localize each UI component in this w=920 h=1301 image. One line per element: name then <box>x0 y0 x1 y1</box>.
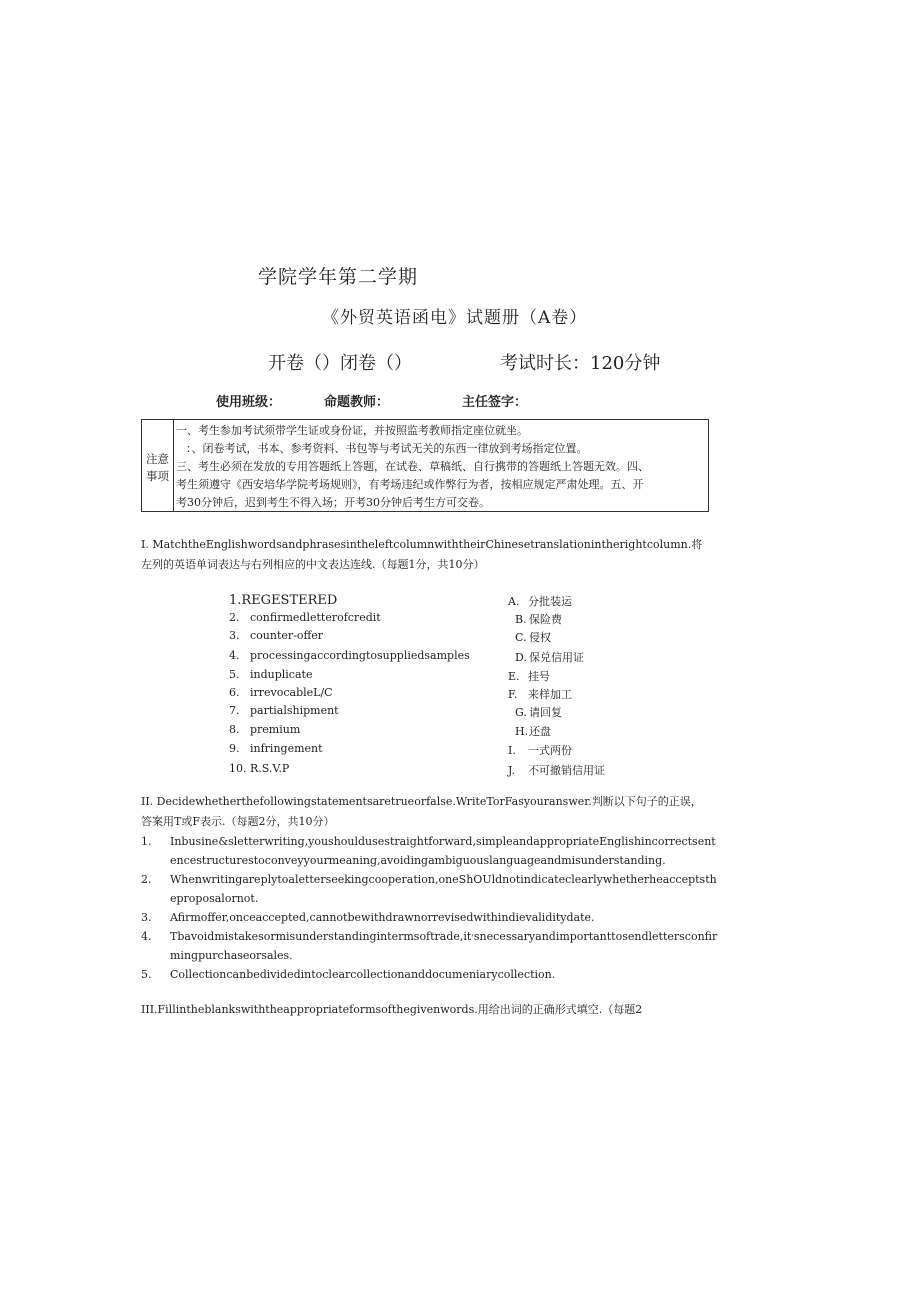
true-false-list <box>141 832 721 984</box>
match-right-letter: I. <box>508 744 516 757</box>
exam-type: 开卷（）闭卷（） <box>268 353 412 374</box>
match-right-text: 挂号 <box>528 670 550 683</box>
match-left-text: processingaccordingtosuppliedsamples <box>250 649 470 662</box>
match-left-item <box>229 629 323 642</box>
match-right-text: 侵权 <box>529 631 551 644</box>
match-left-text: confirmedletterofcredit <box>250 611 381 624</box>
match-left-item <box>229 742 323 755</box>
match-left-text: partialshipment <box>250 704 339 717</box>
director-signature-label: 主任签字： <box>462 395 528 410</box>
item-text: Whenwritingareplytoaletterseekingcooperation,oneShOUldnotindicateclearlywhetherheacceptstheproposalornot. <box>170 873 717 905</box>
notice-line: 考生须遵守《西安培华学院考场规则》，有考场违纪或作弊行为者，按相应规定严肃处理。五、开 <box>176 478 644 491</box>
match-right-item <box>508 762 605 778</box>
notice-body <box>174 420 708 511</box>
item-text: Collectioncanbedividedintoclearcollectionanddocumeniarycollection. <box>170 968 556 981</box>
item-number: 4. <box>141 930 152 943</box>
notice-label <box>142 420 174 511</box>
match-right-letter: F. <box>508 688 518 701</box>
match-left-item <box>229 611 381 624</box>
section2-heading: II. Decidewhetherthefollowingstatementsaretrueorfalse.WriteTorFasyouranswer.判断以下句子的正误，答案用T或F表示.（每题2分，共10分） <box>141 795 702 828</box>
match-right-letter: H. <box>515 725 529 738</box>
match-right-text: 还盘 <box>529 725 551 738</box>
match-right-item <box>508 686 572 702</box>
match-right-letter: E. <box>508 670 520 683</box>
match-left-num: 6. <box>229 686 240 699</box>
item-number: 1. <box>141 835 152 848</box>
match-right-item <box>508 593 572 609</box>
match-left-num: 5. <box>229 668 240 681</box>
notice-line: 考30分钟后，迟到考生不得入场；开考30分钟后考生方可交卷。 <box>176 496 490 509</box>
match-right-text: 不可撤销信用证 <box>528 764 605 777</box>
exam-paper-title: 《外贸英语函电》试题册（A卷） <box>322 308 588 328</box>
section3-heading: III.Fillintheblankswiththeappropriateformsofthegivenwords.用给出词的正确形式填空.（每题2 <box>141 1003 643 1016</box>
match-right-item <box>515 723 551 739</box>
notice-label-line1: 注意 <box>146 451 169 466</box>
match-left-text: REGESTERED <box>241 593 338 608</box>
match-left-num: 8. <box>229 723 240 736</box>
match-right-text: 保兑信用证 <box>529 651 584 664</box>
match-right-letter: D. <box>515 651 527 664</box>
match-right-item <box>508 742 572 758</box>
match-left-num: 1. <box>229 593 242 608</box>
exam-duration: 考试时长：120分钟 <box>500 353 661 374</box>
match-left-text: irrevocableL/C <box>250 686 333 699</box>
list-item <box>141 870 721 908</box>
notice-line: 一、考生参加考试须带学生证或身份证，并按照监考教师指定座位就坐。 <box>176 424 528 437</box>
match-right-item <box>515 649 584 665</box>
match-right-item <box>515 611 562 627</box>
item-number: 3. <box>141 911 152 924</box>
match-left-item <box>229 649 470 662</box>
item-number: 5. <box>141 968 152 981</box>
match-left-item <box>229 704 339 717</box>
match-right-letter: J. <box>508 764 516 777</box>
match-right-text: 保险费 <box>529 613 562 626</box>
match-right-text: 来样加工 <box>528 688 572 701</box>
match-right-text: 请回复 <box>529 706 562 719</box>
match-left-item <box>229 723 300 736</box>
match-left-text: infringement <box>250 742 323 755</box>
item-number: 2. <box>141 873 152 886</box>
match-left-num: 2. <box>229 611 240 624</box>
list-item <box>141 965 721 984</box>
list-item <box>141 927 721 965</box>
match-left-item <box>229 593 337 608</box>
match-left-text: R.S.V.P <box>250 762 290 775</box>
list-item <box>141 908 721 927</box>
match-right-item <box>515 704 562 720</box>
match-left-num: 9. <box>229 742 240 755</box>
match-left-num: 3. <box>229 629 240 642</box>
match-right-letter: C. <box>515 631 527 644</box>
match-left-text: induplicate <box>250 668 313 681</box>
notice-line: 三、考生必须在发放的专用答题纸上答题，在试卷、草稿纸、自行携带的答题纸上答题无效。四、 <box>176 460 649 473</box>
school-term-title: 学院学年第二学期 <box>258 266 419 288</box>
item-text: Inbusine&sletterwriting,youshouldusestraightforward,simpleandappropriateEnglishincorrectsentencestructurestoconveyyourmeaning,avoidingambiguouslanguageandmisunderstanding. <box>170 835 716 867</box>
item-text: Afirmoffer,onceaccepted,cannotbewithdrawnorrevisedwithindievaliditydate. <box>170 911 595 924</box>
match-right-item <box>508 668 550 684</box>
notice-table <box>141 419 709 512</box>
teacher-label: 命题教师： <box>324 395 390 410</box>
match-left-text: counter-offer <box>250 629 324 642</box>
item-text: Tbavoidmistakesormisunderstandingintermsoftrade,it׳snecessaryandimportanttosendlettersconfirmingpurchaseorsales. <box>170 930 718 962</box>
match-left-item <box>229 668 312 681</box>
match-right-item <box>515 629 551 645</box>
match-right-letter: A. <box>508 595 520 608</box>
notice-line: ：、闭卷考试，书本、参考资料、书包等与考试无关的东西一律放到考场指定位置。 <box>186 442 588 455</box>
match-right-letter: G. <box>515 706 527 719</box>
match-right-text: 一式两份 <box>528 744 572 757</box>
section1-heading: I. MatchtheEnglishwordsandphrasesintheleftcolumnwiththeirChinesetranslationintherightcolumn.将左列的英语单词表达与右列相应的中文表达连线.（每题1分，共10分） <box>141 538 703 571</box>
class-label: 使用班级： <box>216 395 282 410</box>
match-right-letter: B. <box>515 613 527 626</box>
list-item <box>141 832 721 870</box>
match-left-item <box>229 762 289 775</box>
match-left-num: 4. <box>229 649 240 662</box>
match-left-num: 7. <box>229 704 240 717</box>
match-left-text: premium <box>250 723 301 736</box>
match-left-item <box>229 686 333 699</box>
match-right-text: 分批装运 <box>528 595 572 608</box>
match-left-num: 10. <box>229 762 247 775</box>
notice-label-line2: 事项 <box>146 468 169 483</box>
